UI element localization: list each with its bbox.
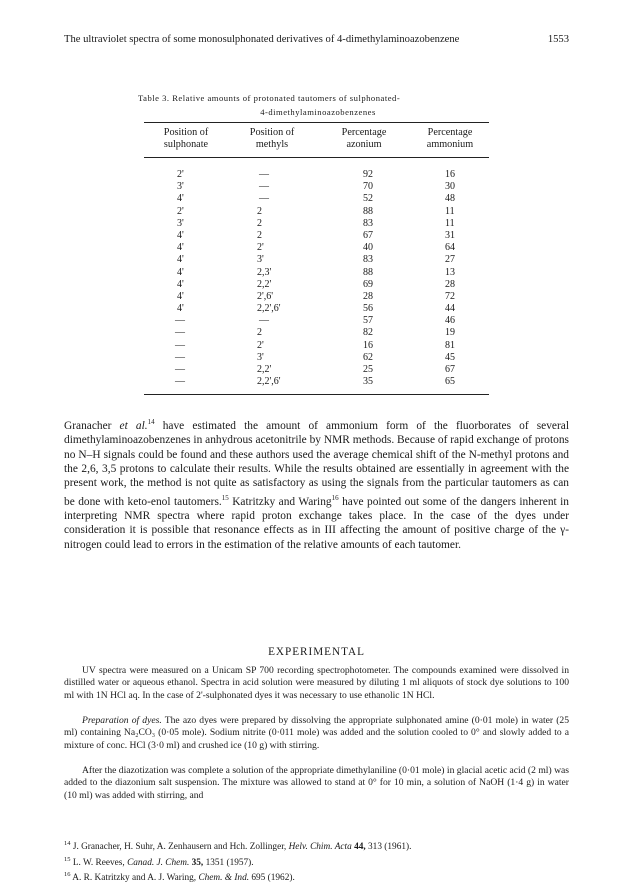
cell-percentage-azonium: 28 (363, 290, 373, 302)
cell-percentage-azonium: 35 (363, 376, 373, 388)
text-run: have pointed out some of the dangers inherent in interpreting NMR spectra where rapid proton exchange takes place. In the case of the dyes under consideration it is possible that resonance effects as in III affecting the amount of positive charge of the γ-nitrogen could lead to errors in the estimation of the relative amounts of each tautomer. (64, 495, 569, 551)
cell-percentage-ammonium: 48 (445, 193, 455, 205)
body-paragraph (64, 415, 569, 552)
table-header-rule (144, 157, 489, 158)
cell-methyl-positions: — (259, 193, 269, 205)
cell-methyl-positions: 2,2' (257, 278, 272, 290)
cell-methyl-positions: 2 (257, 229, 262, 241)
cell-methyl-positions: — (259, 169, 269, 180)
column-header-line: Position of (163, 127, 209, 138)
cell-percentage-ammonium: 45 (445, 351, 455, 363)
cell-methyl-positions: 2 (257, 217, 262, 229)
cell-percentage-ammonium: 16 (445, 169, 455, 180)
running-head (64, 34, 569, 50)
table-row (144, 206, 489, 218)
column-header-azonium (324, 127, 404, 151)
cell-sulphonate-position: 4' (177, 266, 184, 278)
footnote-citation: 1351 (1957). (203, 857, 254, 868)
cell-sulphonate-position: — (175, 315, 185, 327)
column-header-line: Position of (249, 127, 295, 138)
diazotization-paragraph: After the diazotization was complete a solution of the appropriate dimethylaniline (0·01 mole) in glacial acetic acid (2 ml) was added to the diazonium salt suspension. The mixture was allowed to stand at 0° for 10 min, a solution of NaOH (1·4 g) in water (10 ml) was added with stirring, and (64, 765, 569, 801)
cell-percentage-azonium: 57 (363, 315, 373, 327)
running-head-title: The ultraviolet spectra of some monosulphonated derivatives of 4-dimethylaminoazobenzene (64, 34, 460, 45)
cell-percentage-azonium: 40 (363, 242, 373, 254)
cell-percentage-ammonium: 27 (445, 254, 455, 266)
cell-sulphonate-position: 4' (177, 229, 184, 241)
cell-percentage-azonium: 56 (363, 303, 373, 315)
column-header-methyls (236, 127, 308, 151)
table-row (144, 181, 489, 193)
table-row (144, 193, 489, 205)
cell-percentage-ammonium: 46 (445, 315, 455, 327)
table-row (144, 254, 489, 266)
cell-methyl-positions: 2' (257, 242, 264, 254)
footnote-number: 14 (64, 840, 71, 847)
cell-methyl-positions: — (259, 315, 269, 327)
cell-methyl-positions: — (259, 181, 269, 193)
cell-sulphonate-position: — (175, 376, 185, 388)
table-bottom-rule (144, 394, 489, 395)
cell-sulphonate-position: 4' (177, 193, 184, 205)
footnote-journal: Helv. Chim. Acta (288, 842, 352, 853)
footnote (64, 854, 569, 870)
footnote-volume: 44, (351, 842, 366, 853)
table-row (144, 364, 489, 376)
cell-methyl-positions: 2' (257, 339, 264, 351)
table-row (144, 242, 489, 254)
cell-sulphonate-position: 3' (177, 217, 184, 229)
footnote-journal: Chem. & Ind. (198, 873, 250, 884)
text-run: have estimated the amount of ammonium form of the fluorborates of several dimethylaminoazobenzenes in anhydrous acetonitrile by NMR methods. Because of rapid exchange of protons no N–H signals could be found and these authors used the average chemical shift of the N-methyl protons and the 2,6, 3,5 protons to calculate their results. While the results obtained are essentially in agreement with the present work, the method is not quite as satisfactory as using the signals from the particular tautomers as can be done with keto-enol tautomers. (64, 419, 569, 508)
text-run: Katritzky and Waring (228, 495, 332, 508)
cell-percentage-ammonium: 64 (445, 242, 455, 254)
cell-percentage-azonium: 83 (363, 254, 373, 266)
cell-methyl-positions: 2 (257, 205, 262, 217)
table-caption-line1: Table 3. Relative amounts of protonated tautomers of sulphonated- (138, 93, 401, 103)
footnote-number: 16 (64, 871, 71, 879)
table-row (144, 230, 489, 242)
cell-sulphonate-position: — (175, 351, 185, 363)
column-header-line: azonium (346, 139, 382, 150)
footnote-citation: 313 (1961). (365, 842, 412, 853)
table-row (144, 169, 489, 181)
column-header-line: ammonium (426, 139, 474, 150)
cell-percentage-azonium: 92 (363, 169, 373, 180)
cell-methyl-positions: 2',6' (257, 290, 274, 302)
text-run: The azo dyes were prepared by dissolving the appropriate sulphonated amine (0·01 mole) in water (25 ml) containing Na₂CO₃ (0·05 mole). Sodium nitrite (0·011 mole) was added and the solution cooled to 0° and slowly added to a mixture of conc. HCl (3·0 ml) and crushed ice (10 g) with stirring. (64, 715, 570, 751)
cell-percentage-azonium: 67 (363, 229, 373, 241)
cell-percentage-ammonium: 11 (445, 217, 455, 229)
experimental-paragraph: UV spectra were measured on a Unicam SP 700 recording spectrophotometer. The compounds examined were dissolved in distilled water or aqueous ethanol. Spectra in acid solution were measured by diluting 1 ml aliquots of stock dye solutions to 100 ml with 1N HCl aq. In the case of 2'-sulphonated dyes it was necessary to use ethanolic 1N HCl. (64, 665, 569, 701)
cell-methyl-positions: 2 (257, 327, 262, 339)
table-caption (138, 91, 498, 119)
footnotes (64, 838, 569, 885)
table-caption-line2: 4-dimethylaminoazobenzenes (260, 107, 376, 117)
cell-percentage-azonium: 88 (363, 266, 373, 278)
table-top-rule (144, 122, 489, 123)
footnote-journal: Canad. J. Chem. (127, 857, 190, 868)
cell-sulphonate-position: 4' (177, 242, 184, 254)
cell-percentage-ammonium: 13 (445, 266, 455, 278)
footnote (64, 869, 569, 885)
footnote-authors: A. R. Katritzky and A. J. Waring, (70, 873, 199, 884)
cell-sulphonate-position: 2' (177, 205, 184, 217)
text-run-italic: et al. (119, 419, 148, 432)
page-number: 1553 (547, 34, 569, 45)
cell-percentage-azonium: 25 (363, 364, 373, 375)
reference-marker: 15 (221, 493, 229, 502)
cell-methyl-positions: 2,2',6' (257, 376, 281, 388)
column-header-line: sulphonate (163, 139, 209, 150)
cell-methyl-positions: 2,2' (257, 364, 272, 375)
cell-percentage-azonium: 88 (363, 205, 373, 217)
cell-percentage-azonium: 69 (363, 278, 373, 290)
cell-percentage-azonium: 16 (363, 339, 373, 351)
cell-percentage-azonium: 52 (363, 193, 373, 205)
table-row (144, 327, 489, 339)
column-header-line: Percentage (341, 127, 387, 138)
cell-percentage-ammonium: 44 (445, 303, 455, 315)
cell-percentage-ammonium: 67 (445, 364, 455, 375)
preparation-paragraph (64, 715, 569, 752)
reference-marker: 16 (331, 493, 339, 502)
footnote-authors: L. W. Reeves, (70, 857, 128, 868)
table-row (144, 218, 489, 230)
cell-sulphonate-position: — (175, 339, 185, 351)
table-row (144, 376, 489, 388)
paragraph-label: Preparation of dyes. (82, 715, 162, 726)
cell-methyl-positions: 2,2',6' (257, 303, 281, 315)
cell-percentage-ammonium: 11 (445, 205, 455, 217)
cell-percentage-ammonium: 28 (445, 278, 455, 290)
column-header-ammonium (410, 127, 490, 151)
cell-percentage-ammonium: 30 (445, 181, 455, 193)
footnote-volume: 35, (189, 857, 204, 868)
cell-methyl-positions: 3' (257, 254, 264, 266)
cell-percentage-azonium: 62 (363, 351, 373, 363)
cell-percentage-ammonium: 65 (445, 376, 455, 388)
footnote-citation: 695 (1962). (249, 873, 295, 884)
data-table (144, 169, 489, 388)
cell-sulphonate-position: — (175, 327, 185, 339)
section-heading-experimental: EXPERIMENTAL (268, 646, 365, 658)
table-row (144, 279, 489, 291)
cell-percentage-ammonium: 19 (445, 327, 455, 339)
cell-sulphonate-position: 2' (177, 169, 184, 180)
table-row (144, 352, 489, 364)
table-row (144, 303, 489, 315)
column-header-line: methyls (255, 139, 289, 150)
cell-percentage-ammonium: 31 (445, 229, 455, 241)
column-header-sulphonate (150, 127, 222, 151)
footnote-number: 15 (64, 855, 71, 863)
cell-percentage-ammonium: 81 (445, 339, 455, 351)
cell-sulphonate-position: 4' (177, 290, 184, 302)
cell-sulphonate-position: 3' (177, 181, 184, 193)
table-row (144, 291, 489, 303)
cell-sulphonate-position: — (175, 364, 185, 375)
cell-methyl-positions: 3' (257, 351, 264, 363)
cell-methyl-positions: 2,3' (257, 266, 272, 278)
cell-sulphonate-position: 4' (177, 303, 184, 315)
cell-percentage-azonium: 83 (363, 217, 373, 229)
cell-sulphonate-position: 4' (177, 278, 184, 290)
cell-percentage-ammonium: 72 (445, 290, 455, 302)
footnote-authors: J. Granacher, H. Suhr, A. Zenhausern and Hch. Zollinger, (70, 842, 289, 853)
cell-percentage-azonium: 82 (363, 327, 373, 339)
table-row (144, 267, 489, 279)
column-header-line: Percentage (427, 127, 473, 138)
footnote (64, 838, 569, 854)
table-row (144, 315, 489, 327)
text-run: Granacher (64, 419, 120, 432)
cell-sulphonate-position: 4' (177, 254, 184, 266)
reference-marker: 14 (147, 418, 155, 426)
cell-percentage-azonium: 70 (363, 181, 373, 193)
table-row (144, 340, 489, 352)
